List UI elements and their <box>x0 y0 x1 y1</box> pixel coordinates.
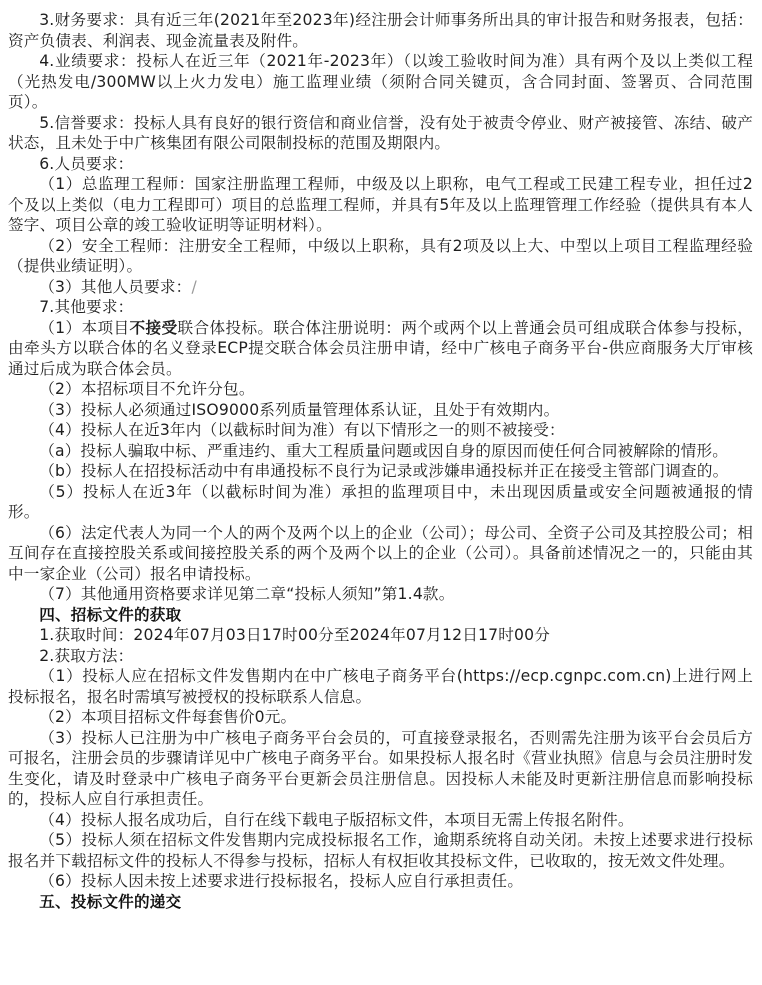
paragraph-supervision-project-record: （5）投标人在近3年（以截标时间为准）承担的监理项目中，未出现因质量或安全问题被通报的情形。 <box>8 482 753 521</box>
paragraph-consortium-rule <box>8 318 753 380</box>
paragraph-download-after-registration: （4）投标人报名成功后，自行在线下载电子版招标文件，本项目无需上传报名附件。 <box>39 810 634 829</box>
paragraph-other-general-qualification: （7）其他通用资格要求详见第二章“投标人须知”第1.4款。 <box>39 585 455 603</box>
paragraph-other-requirements-title: 7.其他要求： <box>39 298 134 316</box>
section-heading-document-acquisition: 四、招标文件的获取 <box>39 605 182 624</box>
paragraph-unacceptable-circumstances: （4）投标人在近3年内（以截标时间为准）有以下情形之一的则不被接受： <box>39 421 565 439</box>
paragraph-circumstance-b: （b）投标人在招投标活动中有串通投标不良行为记录或涉嫌串通投标并正在接受主管部门调查的。 <box>39 462 729 480</box>
paragraph-registration-responsibility: （6）投标人因未按上述要求进行投标报名，投标人应自行承担责任。 <box>39 872 524 890</box>
paragraph-online-registration: （1）投标人应在招标文件发售期内在中广核电子商务平台(https://ecp.cgnpc.com.cn)上进行网上投标报名，报名时需填写被授权的投标联系人信息。 <box>8 667 753 706</box>
paragraph-no-subcontracting: （2）本招标项目不允许分包。 <box>39 380 255 398</box>
paragraph-circumstance-a: （a）投标人骗取中标、严重违约、重大工程质量问题或因自身的原因而使任何合同被解除的情形。 <box>39 441 729 460</box>
paragraph-safety-engineer: （2）安全工程师：注册安全工程师，中级以上职称，具有2项及以上大、中型以上项目工程监理经验（提供业绩证明）。 <box>8 236 753 275</box>
paragraph-personnel-requirements-title: 6.人员要求： <box>39 154 134 173</box>
paragraph-reputation-requirements: 5.信誉要求：投标人具有良好的银行资信和商业信誉，没有处于被责令停业、财产被接管、冻结、破产状态，且未处于中广核集团有限公司限制投标的范围及期限内。 <box>8 113 753 152</box>
paragraph-financial-requirements: 3.财务要求：具有近三年(2021年至2023年)经注册会计师事务所出具的审计报告和财务报表，包括：资产负债表、利润表、现金流量表及附件。 <box>8 11 753 50</box>
consortium-rule-suffix: 联合体投标。联合体注册说明：两个或两个以上普通会员可组成联合体参与投标，由牵头方以联合体的名义登录ECP提交联合体会员注册申请，经中广核电子商务平台-供应商服务大厅审核通过后成为联合体会员。 <box>8 318 754 378</box>
consortium-not-accepted-emphasis: 不接受 <box>129 318 178 337</box>
other-personnel-label: （3）其他人员要求： <box>39 277 192 296</box>
paragraph-document-price: （2）本项目招标文件每套售价0元。 <box>39 708 297 726</box>
consortium-rule-prefix: （1）本项目 <box>39 318 130 337</box>
paragraph-performance-requirements: 4.业绩要求：投标人在近三年（2021年-2023年）（以竣工验收时间为准）具有两个及以上类似工程（光热发电/300MW以上火力发电）施工监理业绩（须附合同关键页，含合同封面、签署页、合同范围页）。 <box>8 52 753 111</box>
paragraph-other-personnel-requirements <box>8 277 753 298</box>
paragraph-iso9000-certification: （3）投标人必须通过ISO9000系列质量管理体系认证，且处于有效期内。 <box>39 400 560 419</box>
paragraph-acquisition-method-title: 2.获取方法： <box>39 646 134 665</box>
paragraph-chief-supervision-engineer: （1）总监理工程师：国家注册监理工程师，中级及以上职称，电气工程或工民建工程专业，担任过2个及以上类似（电力工程即可）项目的总监理工程师，并具有5年及以上监理管理工作经验（提供具有本人签字、项目公章的竣工验收证明等证明材料）。 <box>8 175 753 234</box>
paragraph-platform-membership: （3）投标人已注册为中广核电子商务平台会员的，可直接登录报名，否则需先注册为该平台会员后方可报名，注册会员的步骤请详见中广核电子商务平台。如果投标人报名时《营业执照》信息与会员注册时发生变化，请及时登录中广核电子商务平台更新会员注册信息。因投标人未能及时更新注册信息而影响投标的，投标人应自行承担责任。 <box>8 728 753 808</box>
section-heading-bid-submission: 五、投标文件的递交 <box>39 892 182 911</box>
paragraph-acquisition-time: 1.获取时间：2024年07月03日17时00分至2024年07月12日17时00分 <box>39 626 551 644</box>
other-personnel-slash: / <box>191 277 197 296</box>
paragraph-registration-deadline: （5）投标人须在招标文件发售期内完成投标报名工作，逾期系统将自动关闭。未按上述要求进行投标报名并下载招标文件的投标人不得参与投标，招标人有权拒收其投标文件，已收取的，按无效文件处理。 <box>8 831 753 870</box>
paragraph-related-company-rule: （6）法定代表人为同一个人的两个及两个以上的企业（公司）；母公司、全资子公司及其控股公司；相互间存在直接控股关系或间接控股关系的两个及两个以上的企业（公司）。具备前述情况之一的，只能由其中一家企业（公司）报名申请投标。 <box>8 523 753 583</box>
